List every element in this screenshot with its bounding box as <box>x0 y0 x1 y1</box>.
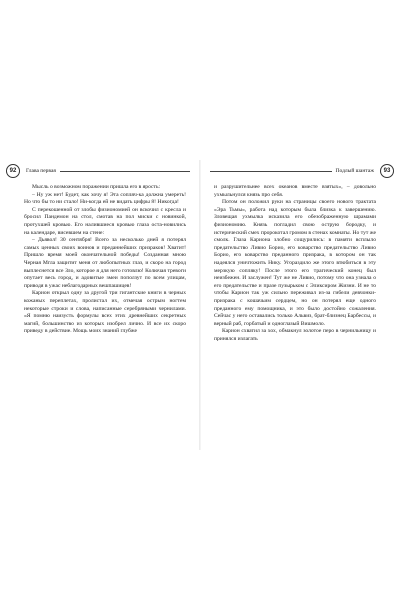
right-chapter-title: Подлый шантаж <box>335 168 374 174</box>
left-page-header <box>6 164 190 178</box>
paragraph: С перекошенной от злобы физиономией он вскочил с кресла и бросил Пандемон на стол, смотав на пол миски с новинкой, протухшей кровью. Его налившиеся кровью глаза оста-новились на календаре, висевшем на стене: <box>24 206 186 236</box>
paragraph: Карион схватил за хох, обмакнул золотое перо в чернильницу и принялся излагать <box>214 328 376 342</box>
left-page-number: 92 <box>6 164 20 178</box>
paragraph: – Ну уж нет! Будет, как хочу я! Эта сопляч-ка должна умереть! Но что бы то ни стало! Ни-когда ей не видать цифры 8! Никогда! <box>24 191 186 206</box>
right-page-header <box>210 164 394 178</box>
left-header-rule <box>60 171 190 172</box>
paragraph: Потом он положил руки на страницы своего нового трактата «Эра Тьмы», работа над которым была близка к завершению. Зловещая ухмылка исказила его обезображенную шрамами физиономию. Князь погладил свою острую бородку, и истерический смех пророкотал громом в стенах комнаты. Но тут же смолк. Глаза Кариона злобно сощурились: в памяти всплыло предательство Ливио Борио, его коварство предательство Ливио Борио, его коварство преданного призрака, в котором он так надеялся уничтожить Нику. Угораздило же этого втюбиться в эту мерзкую сопляку! После этого его трагический конец был неизбежен. И заслужен! Тут же не Ливио, потому что она узнала о его предательстве и празе пузырьком с Эликсиром Жизни. И не то чтобы Карион так уж сильно переживал из-за гибели девчонки-призрака с кошачьим сердцем, но он потерял еще одного преданного ему помощника, и это было достойно сожаления. Сейчас у него оставались только Альвиз, брат-близнец Барбессы, и верный раб, горбатый и одноглазый Вишмоло. <box>214 199 376 327</box>
right-page-number: 93 <box>380 164 394 178</box>
paragraph: – Дьявол! 30 сентября! Всего за несколько дней я потерял самых ценных своих воинов и преданнейших призраков! Хватит! Пришло время моей окончательной победы! Созданная мною Черная Мгла защитит меня от любопытных глаз, и скоро на город выплеснется все Зло, которое я для него готовлю! Колючая тревоги опутает весь город, и адовитые змеи поползут по всем улицам, приводя в ужас неблагодарных вешпашицев! <box>24 237 186 289</box>
right-page-text <box>214 184 376 343</box>
paragraph: Мысль о возможном поражении пришла его в ярость: <box>32 184 161 190</box>
left-page-text <box>24 184 186 336</box>
paragraph: и разрушительнее всех океанов вместе взятых», – довольно ухмыльнулся князь про себя. <box>214 184 376 198</box>
right-header-rule <box>210 171 332 172</box>
book-spine <box>199 160 201 450</box>
paragraph: Карион открыл одну за другой три гигантские книги в черных кожаных переплетах, пролистал их, отмечая острым ногтем некоторые строки и слова, написанные серебряными чернилами. «Я помню наизусть формулы всех этих древнейших секретных магий, большинство из которых изобрел лично. И все их скоро приведу в действие. Мощь моих знаний глубже <box>24 290 186 335</box>
left-chapter-title: Глава первая <box>26 168 56 174</box>
